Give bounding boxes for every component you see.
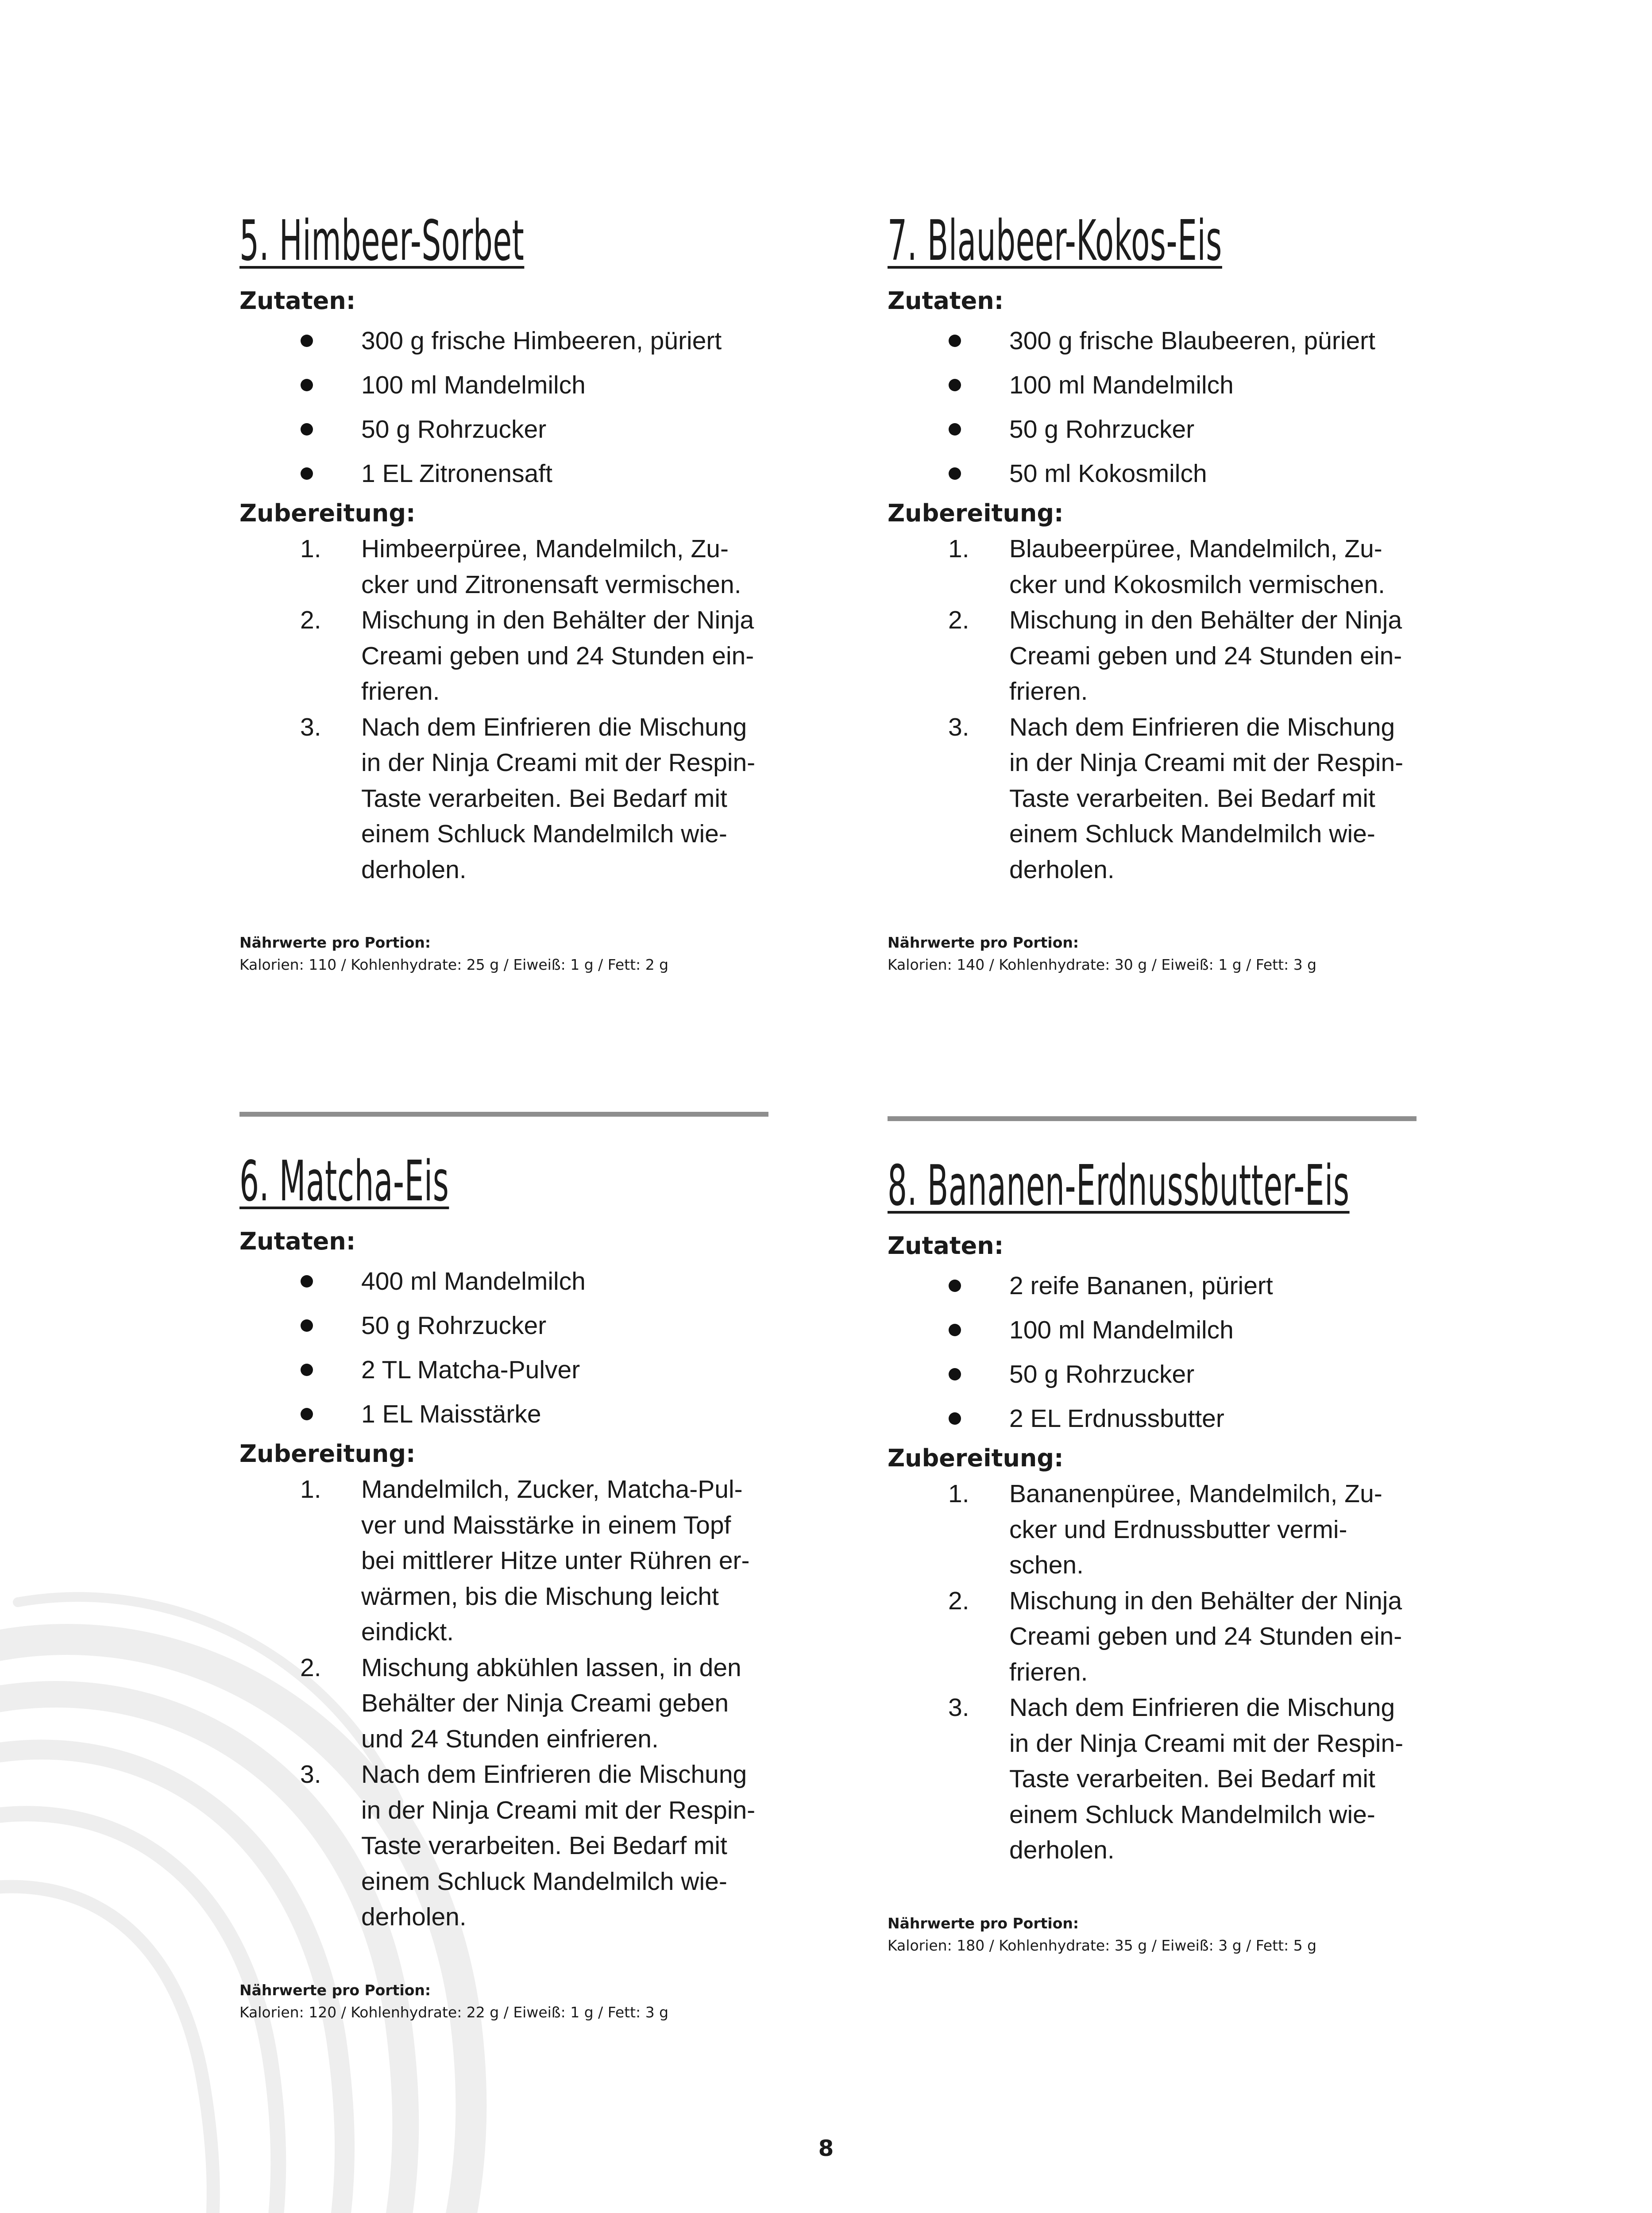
recipe-blaubeer-kokos-eis: [888, 208, 1419, 976]
step-line: wärmen, bis die Mischung leicht: [361, 1582, 719, 1611]
steps-label: Zubereitung:: [888, 499, 1064, 527]
step-line: einem Schluck Mandelmilch wie-: [361, 820, 727, 848]
bullet-icon: [949, 379, 961, 391]
bullet-icon: [301, 1408, 313, 1420]
nutrition-values: Kalorien: 180 / Kohlenhydrate: 35 g / Eiweiß: 3 g / Fett: 5 g: [888, 1936, 1317, 1954]
ingredient-item: 50 g Rohrzucker: [888, 1352, 1419, 1396]
bullet-icon: [301, 335, 313, 347]
step-line: ver und Maisstärke in einem Topf: [361, 1511, 731, 1539]
ingredient-item: 50 g Rohrzucker: [239, 1303, 771, 1348]
step-line: Nach dem Einfrieren die Mischung: [1009, 713, 1395, 741]
ingredient-item: 100 ml Mandelmilch: [888, 1308, 1419, 1352]
step-line: in der Ninja Creami mit der Respin-: [1009, 748, 1404, 777]
nutrition-label: Nährwerte pro Portion:: [888, 934, 1079, 951]
step-line: cker und Erdnussbutter vermi-: [1009, 1515, 1347, 1544]
step-item: [888, 1583, 1452, 1690]
step-number: 2.: [948, 606, 969, 634]
section-divider: [239, 1112, 768, 1117]
ingredient-item: 100 ml Mandelmilch: [888, 363, 1419, 407]
ingredient-item: 2 reife Bananen, püriert: [888, 1264, 1419, 1308]
step-item: [239, 531, 804, 602]
step-line: Mischung in den Behälter der Ninja: [1009, 1586, 1402, 1615]
ingredient-item: 1 EL Maisstärke: [239, 1392, 771, 1436]
step-line: in der Ninja Creami mit der Respin-: [361, 1796, 756, 1824]
step-line: Nach dem Einfrieren die Mischung: [361, 1760, 747, 1789]
step-item: [888, 709, 1452, 888]
nutrition-label: Nährwerte pro Portion:: [239, 934, 431, 951]
step-line: Taste verarbeiten. Bei Bedarf mit: [361, 1831, 727, 1860]
step-line: Mischung in den Behälter der Ninja: [361, 606, 754, 634]
ingredients-label: Zutaten:: [888, 287, 1004, 315]
recipe-bananen-erdnussbutter-eis: [888, 1153, 1419, 1957]
step-line: Creami geben und 24 Stunden ein-: [1009, 641, 1402, 670]
step-number: 3.: [948, 713, 969, 741]
section-divider: [888, 1116, 1417, 1121]
steps-list: [239, 1472, 771, 1935]
nutrition-values: Kalorien: 110 / Kohlenhydrate: 25 g / Eiweiß: 1 g / Fett: 2 g: [239, 956, 669, 973]
recipe-title: 6. Matcha-Eis: [239, 1149, 449, 1214]
bullet-icon: [949, 1280, 961, 1292]
nutrition-info: [239, 932, 771, 976]
ingredient-item: 300 g frische Blaubeeren, püriert: [888, 319, 1419, 363]
nutrition-info: [239, 1979, 771, 2024]
nutrition-label: Nährwerte pro Portion:: [888, 1914, 1079, 1932]
step-line: derholen.: [361, 1903, 467, 1931]
bullet-icon: [301, 423, 313, 436]
ingredient-item: 2 TL Matcha-Pulver: [239, 1348, 771, 1392]
step-line: frieren.: [1009, 1658, 1088, 1686]
step-item: [239, 602, 804, 709]
step-line: Blaubeerpüree, Mandelmilch, Zu-: [1009, 535, 1382, 563]
step-number: 2.: [300, 606, 321, 634]
steps-label: Zubereitung:: [888, 1444, 1064, 1472]
bullet-icon: [949, 1412, 961, 1425]
step-line: einem Schluck Mandelmilch wie-: [361, 1867, 727, 1896]
step-line: derholen.: [361, 855, 467, 884]
bullet-icon: [301, 379, 313, 391]
ingredient-item: 50 g Rohrzucker: [888, 407, 1419, 451]
step-line: Behälter der Ninja Creami geben: [361, 1689, 729, 1717]
bullet-icon: [301, 1364, 313, 1376]
ingredients-label: Zutaten:: [888, 1232, 1004, 1260]
recipe-matcha-eis: [239, 1149, 771, 2024]
nutrition-values: Kalorien: 120 / Kohlenhydrate: 22 g / Eiweiß: 1 g / Fett: 3 g: [239, 2003, 669, 2021]
step-line: frieren.: [1009, 677, 1088, 706]
step-line: Creami geben und 24 Stunden ein-: [1009, 1622, 1402, 1650]
step-item: [239, 1472, 804, 1650]
ingredient-item: 100 ml Mandelmilch: [239, 363, 771, 407]
step-number: 3.: [300, 713, 321, 741]
step-item: [239, 1650, 804, 1757]
step-line: einem Schluck Mandelmilch wie-: [1009, 1800, 1375, 1829]
step-line: Mandelmilch, Zucker, Matcha-Pul-: [361, 1475, 743, 1504]
bullet-icon: [301, 1275, 313, 1288]
step-line: Taste verarbeiten. Bei Bedarf mit: [361, 784, 727, 813]
step-line: in der Ninja Creami mit der Respin-: [361, 748, 756, 777]
recipe-title: 5. Himbeer-Sorbet: [239, 208, 525, 273]
step-line: derholen.: [1009, 1836, 1115, 1864]
step-line: schen.: [1009, 1551, 1084, 1579]
ingredient-item: 1 EL Zitronensaft: [239, 451, 771, 496]
step-line: Himbeerpüree, Mandelmilch, Zu-: [361, 535, 729, 563]
steps-list: [888, 531, 1419, 887]
step-number: 3.: [948, 1693, 969, 1722]
bullet-icon: [949, 467, 961, 480]
recipe-title: 7. Blaubeer-Kokos-Eis: [888, 208, 1222, 273]
ingredients-list: [239, 319, 771, 496]
nutrition-label: Nährwerte pro Portion:: [239, 1981, 431, 1999]
step-line: in der Ninja Creami mit der Respin-: [1009, 1729, 1404, 1758]
steps-list: [239, 531, 771, 887]
step-line: frieren.: [361, 677, 440, 706]
ingredients-label: Zutaten:: [239, 287, 356, 315]
bullet-icon: [949, 1324, 961, 1336]
bullet-icon: [301, 1319, 313, 1332]
step-line: und 24 Stunden einfrieren.: [361, 1724, 659, 1753]
step-number: 1.: [300, 1475, 321, 1504]
step-line: Taste verarbeiten. Bei Bedarf mit: [1009, 784, 1375, 813]
ingredients-list: [888, 1264, 1419, 1441]
bullet-icon: [301, 467, 313, 480]
step-line: einem Schluck Mandelmilch wie-: [1009, 820, 1375, 848]
step-line: Mischung in den Behälter der Ninja: [1009, 606, 1402, 634]
step-line: cker und Zitronensaft vermischen.: [361, 570, 741, 599]
bullet-icon: [949, 423, 961, 436]
ingredient-item: 50 g Rohrzucker: [239, 407, 771, 451]
ingredients-list: [239, 1259, 771, 1436]
ingredient-item: 2 EL Erdnussbutter: [888, 1396, 1419, 1441]
recipe-himbeer-sorbet: [239, 208, 771, 976]
step-number: 2.: [948, 1586, 969, 1615]
step-line: Creami geben und 24 Stunden ein-: [361, 641, 754, 670]
step-line: bei mittlerer Hitze unter Rühren er-: [361, 1546, 750, 1575]
steps-label: Zubereitung:: [239, 499, 416, 527]
step-line: Nach dem Einfrieren die Mischung: [1009, 1693, 1395, 1722]
step-number: 1.: [948, 1480, 969, 1508]
step-line: Bananenpüree, Mandelmilch, Zu-: [1009, 1480, 1382, 1508]
step-line: derholen.: [1009, 855, 1115, 884]
step-line: Taste verarbeiten. Bei Bedarf mit: [1009, 1765, 1375, 1793]
step-item: [888, 531, 1452, 602]
ingredients-label: Zutaten:: [239, 1227, 356, 1255]
step-line: eindickt.: [361, 1618, 454, 1646]
step-item: [239, 709, 804, 888]
recipe-title: 8. Bananen-Erdnussbutter-Eis: [888, 1153, 1350, 1218]
page-number: 8: [818, 2136, 834, 2161]
step-line: cker und Kokosmilch vermischen.: [1009, 570, 1385, 599]
steps-list: [888, 1476, 1419, 1868]
nutrition-info: [888, 1912, 1419, 1957]
ingredient-item: 400 ml Mandelmilch: [239, 1259, 771, 1303]
ingredient-item: 300 g frische Himbeeren, püriert: [239, 319, 771, 363]
step-item: [888, 602, 1452, 709]
step-number: 1.: [300, 535, 321, 563]
step-line: Mischung abkühlen lassen, in den: [361, 1653, 741, 1682]
step-number: 1.: [948, 535, 969, 563]
step-item: [239, 1757, 804, 1935]
step-line: Nach dem Einfrieren die Mischung: [361, 713, 747, 741]
step-item: [888, 1476, 1452, 1583]
bullet-icon: [949, 335, 961, 347]
step-item: [888, 1690, 1452, 1868]
bullet-icon: [949, 1368, 961, 1380]
step-number: 3.: [300, 1760, 321, 1789]
ingredient-item: 50 ml Kokosmilch: [888, 451, 1419, 496]
step-number: 2.: [300, 1653, 321, 1682]
ingredients-list: [888, 319, 1419, 496]
steps-label: Zubereitung:: [239, 1440, 416, 1468]
nutrition-values: Kalorien: 140 / Kohlenhydrate: 30 g / Eiweiß: 1 g / Fett: 3 g: [888, 956, 1317, 973]
nutrition-info: [888, 932, 1419, 976]
